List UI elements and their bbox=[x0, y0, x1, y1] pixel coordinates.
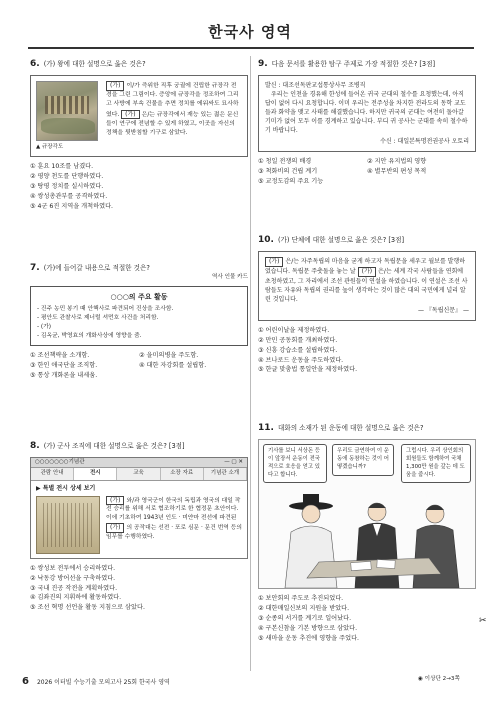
passage-source: — 『독립신문』 — bbox=[418, 306, 469, 314]
choice[interactable]: ① 쌍성보 전투에서 승리하였다. bbox=[30, 564, 116, 572]
choice[interactable]: ⑤ 한글 맞춤법 통일안을 제정하였다. bbox=[258, 366, 358, 374]
blank-label: (가) bbox=[358, 267, 376, 277]
question-text: (가) 왕에 대한 설명으로 옳은 것은? bbox=[43, 60, 146, 68]
choice[interactable]: ③ 신흥 강습소를 설립하였다. bbox=[258, 346, 338, 354]
speech-bubble: 우리도 금연하여 이 운동에 동참하는 것이 어떻겠습니까? bbox=[332, 444, 394, 475]
three-men-at-table-illustration bbox=[259, 492, 475, 588]
exam-info: 2026 이터빌 수능기출 모의고사 25회 한국사 영역 bbox=[36, 679, 170, 686]
page-number: 6 bbox=[22, 676, 29, 687]
agreement-document-image bbox=[36, 496, 100, 554]
choice[interactable]: ④ 브나로드 운동을 주도하였다. bbox=[258, 356, 344, 364]
passage-text: 은/는 세계 각국 사람들을 연회에 초청하였고, 그 자리에서 조선 관원들이 연설을 하였습니다. 이 연설은 조선 사람들도 자유와 독립의 권리를 높이 생각하는 것이 많은 대의 국민에게 널리 알린 것입니다. bbox=[265, 267, 468, 303]
choice[interactable]: ⑤ 통상 개화론을 내세움. bbox=[30, 371, 98, 379]
blank-label: (가) bbox=[265, 257, 283, 267]
passage-text: 은/는 규장각에서 재능 있는 젊은 문신들이 연구에 전념할 수 있게 하였고, 이곳을 자신의 정책을 뒷받침할 기구로 삼았다. bbox=[106, 111, 239, 136]
dialogue-illustration bbox=[258, 439, 476, 589]
museum-website-window bbox=[30, 457, 248, 559]
answer-choices bbox=[30, 351, 248, 381]
exhibit-detail bbox=[31, 481, 247, 558]
document-sender: 발신 : 대조선독판교섭통상사무 조병직 bbox=[265, 82, 366, 90]
choice[interactable]: ④ 김좌진의 지휘하에 활동하였다. bbox=[30, 594, 122, 602]
choice[interactable]: ⑤ 교정도감의 주요 기능 bbox=[258, 177, 324, 185]
choice[interactable]: ⑤ 새마을 운동 추진에 영향을 주었다. bbox=[258, 634, 360, 642]
blank-label: (가) bbox=[106, 496, 124, 506]
question-number: 11. bbox=[258, 423, 274, 433]
tab-visit-info[interactable]: 관람 안내 bbox=[31, 468, 74, 479]
tab-about[interactable]: 기념관 소개 bbox=[204, 468, 247, 479]
site-nav-tabs bbox=[31, 468, 247, 480]
exhibit-text: 와/과 영국군이 한국의 독립과 영국의 대일 작전 승리를 위해 서로 협조하기로 한 협정문 초안이다. 이에 기초하여 1943년 인도 · 미얀마 전선에 파견된 bbox=[106, 497, 241, 522]
question-8 bbox=[30, 440, 248, 613]
card-item: - 평안도 관찰사로 제너럴 셔먼호 사건을 처리함. bbox=[37, 315, 159, 322]
tab-education[interactable]: 교육 bbox=[117, 468, 160, 479]
choice[interactable]: ④ 구본신참을 기본 방향으로 삼았다. bbox=[258, 624, 358, 632]
choice[interactable]: ④ 별무반의 편성 목적 bbox=[367, 168, 427, 176]
choice[interactable]: ① 어린이날을 제정하였다. bbox=[258, 326, 330, 334]
card-item: - 김옥균, 박영효의 개화사상에 영향을 줌. bbox=[37, 333, 142, 340]
choice[interactable]: ① 조선책략을 소개함. bbox=[30, 352, 90, 360]
question-text: (가) 단체에 대한 설명으로 옳은 것은? [3점] bbox=[277, 236, 405, 244]
page-footer bbox=[22, 675, 170, 689]
choice[interactable]: ② 지안 유지법의 영향 bbox=[367, 158, 427, 166]
answer-choices bbox=[258, 594, 476, 644]
passage-text: 이/가 즉위한 직후 궁궐에 건립한 규장각 전경을 그린 그림이다. 증앙에 규장각을 정조하여 그리고 사방에 부속 건물을 추면 정치를 에워싸도 묘사하였다. bbox=[106, 83, 239, 118]
choice[interactable]: ② 만민 공동회를 개최하였다. bbox=[258, 336, 338, 344]
tab-collection[interactable]: 소장 자료 bbox=[161, 468, 204, 479]
choice[interactable]: ③ 한인 애국단을 조직함. bbox=[30, 361, 98, 369]
newspaper-passage-box bbox=[258, 251, 476, 321]
answer-choices bbox=[258, 326, 476, 376]
exhibit-text: 의 공작대는 선전 · 포로 심문 · 문건 번역 등의 임무를 수행하였다. bbox=[106, 524, 242, 540]
choice[interactable]: ③ 탕평 정치를 실시하였다. bbox=[30, 183, 104, 191]
choice[interactable]: ⑤ 조선 혁명 선언을 활동 지침으로 삼았다. bbox=[30, 604, 145, 612]
document-body: 우리는 인천을 경유해 한성에 들어온 귀국 군대의 철수를 요청했는데, 아직 답이 없어 다시 요청합니다. 이미 우리는 전주성을 차지한 전라도의 동학 교도들과 화약을 맺고 사태를 해결했습니다. 하지만 귀국의 군대는 여전히 돌아갈 기미가 없어 모두 이를 경계하고 있습니다. 부디 귀 공사는 군대를 속히 철수하기 바랍니다. bbox=[265, 91, 468, 135]
check-label: ◉ 이상단 2→3쪽 bbox=[418, 676, 460, 682]
historical-figure-card bbox=[30, 286, 248, 346]
question-text: (가) 군사 조직에 대한 설명으로 옳은 것은? [3점] bbox=[43, 442, 185, 450]
choice[interactable]: ④ 대한 자강회를 설립함. bbox=[139, 361, 207, 369]
choice[interactable]: ① 청일 전쟁의 배경 bbox=[258, 158, 312, 166]
card-item: - (가) bbox=[37, 324, 52, 331]
card-tag: 역사 인물 카드 bbox=[212, 274, 248, 281]
diplomatic-document-box bbox=[258, 75, 476, 152]
question-number: 9. bbox=[258, 59, 268, 69]
passage-text: 은/는 자주독립의 마음을 굳게 하고자 독립문을 세우고 월보를 발행하였습니다. 독립문 주춧돌을 놓는 날 bbox=[265, 258, 466, 275]
window-controls-icon: — ▢ ✕ bbox=[224, 459, 243, 466]
card-item: - 진주 농민 봉기 때 안핵사로 파견되어 진상을 조사함. bbox=[37, 306, 174, 313]
choice[interactable]: ② 을미의병을 주도함. bbox=[139, 352, 199, 360]
exhibit-heading: ▶ 특별 전시 상세 보기 bbox=[36, 484, 96, 492]
answer-choices bbox=[258, 157, 476, 187]
choice[interactable]: ② 낙동강 방어선을 구축하였다. bbox=[30, 574, 116, 582]
choice[interactable]: ④ 쌍성총관부를 공격하였다. bbox=[30, 193, 108, 201]
question-text: 다음 문서를 활용한 탐구 주제로 가장 적절한 것은? [3점] bbox=[271, 60, 436, 68]
question-11 bbox=[258, 422, 476, 644]
choice[interactable]: ③ 순종의 서거를 계기로 일어났다. bbox=[258, 614, 352, 622]
blank-label: (가) bbox=[106, 81, 124, 91]
question-9 bbox=[258, 58, 476, 187]
speech-bubble: 그럽시다. 우리 상인회의 회원들도 함께하여 국채 1,300만 원을 갚는 데 도움을 줍시다. bbox=[401, 444, 471, 483]
choice[interactable]: ③ 국내 진공 작전을 계획하였다. bbox=[30, 584, 118, 592]
blank-label: (가) bbox=[121, 110, 139, 120]
choice[interactable]: ② 평양 천도를 단행하였다. bbox=[30, 173, 104, 181]
question-number: 8. bbox=[30, 441, 40, 451]
page-title: 한국사 영역 bbox=[208, 23, 292, 41]
answer-choices bbox=[30, 564, 248, 614]
document-recipient: 수신 : 대일본특명전권공사 오토리 bbox=[380, 138, 469, 146]
choice[interactable]: ② 대한매일신보의 지원을 받았다. bbox=[258, 605, 350, 613]
passage-box bbox=[30, 75, 248, 157]
kyujanggak-painting-image bbox=[36, 81, 98, 141]
speech-bubble: 기사를 보니 서상돈 등이 앞장서 운동이 전국적으로 호응을 얻고 있다고 합니다. bbox=[263, 444, 327, 483]
question-number: 10. bbox=[258, 235, 274, 245]
question-text: 대화의 소재가 된 운동에 대한 설명으로 옳은 것은? bbox=[277, 424, 424, 432]
column-divider bbox=[250, 56, 251, 671]
question-7 bbox=[30, 262, 248, 381]
question-10 bbox=[258, 234, 476, 375]
blank-label: (가) bbox=[106, 523, 124, 533]
image-caption: ▲ 규장각도 bbox=[36, 144, 64, 151]
answer-choices bbox=[30, 162, 248, 212]
choice[interactable]: ③ 척화비의 건립 계기 bbox=[258, 168, 318, 176]
tab-exhibition[interactable]: 전시 bbox=[74, 468, 117, 479]
choice[interactable]: ⑤ 4군 6진 지역을 개척하였다. bbox=[30, 203, 114, 211]
browser-title: ○○○○○○○기념관 bbox=[35, 459, 85, 466]
question-number: 6. bbox=[30, 59, 40, 69]
question-6 bbox=[30, 58, 248, 212]
question-text: (가)에 들어갈 내용으로 적절한 것은? bbox=[43, 264, 150, 272]
card-title: ○○○의 주요 활동 bbox=[110, 292, 168, 301]
question-number: 7. bbox=[30, 263, 40, 273]
choice[interactable]: ① 보안회의 주도로 추진되었다. bbox=[258, 595, 344, 603]
title-rule bbox=[28, 47, 474, 49]
browser-title-bar bbox=[31, 458, 247, 468]
choice[interactable]: ① 훈요 10조를 남겼다. bbox=[30, 163, 94, 171]
side-scissors-icon: ✂ bbox=[479, 616, 487, 626]
